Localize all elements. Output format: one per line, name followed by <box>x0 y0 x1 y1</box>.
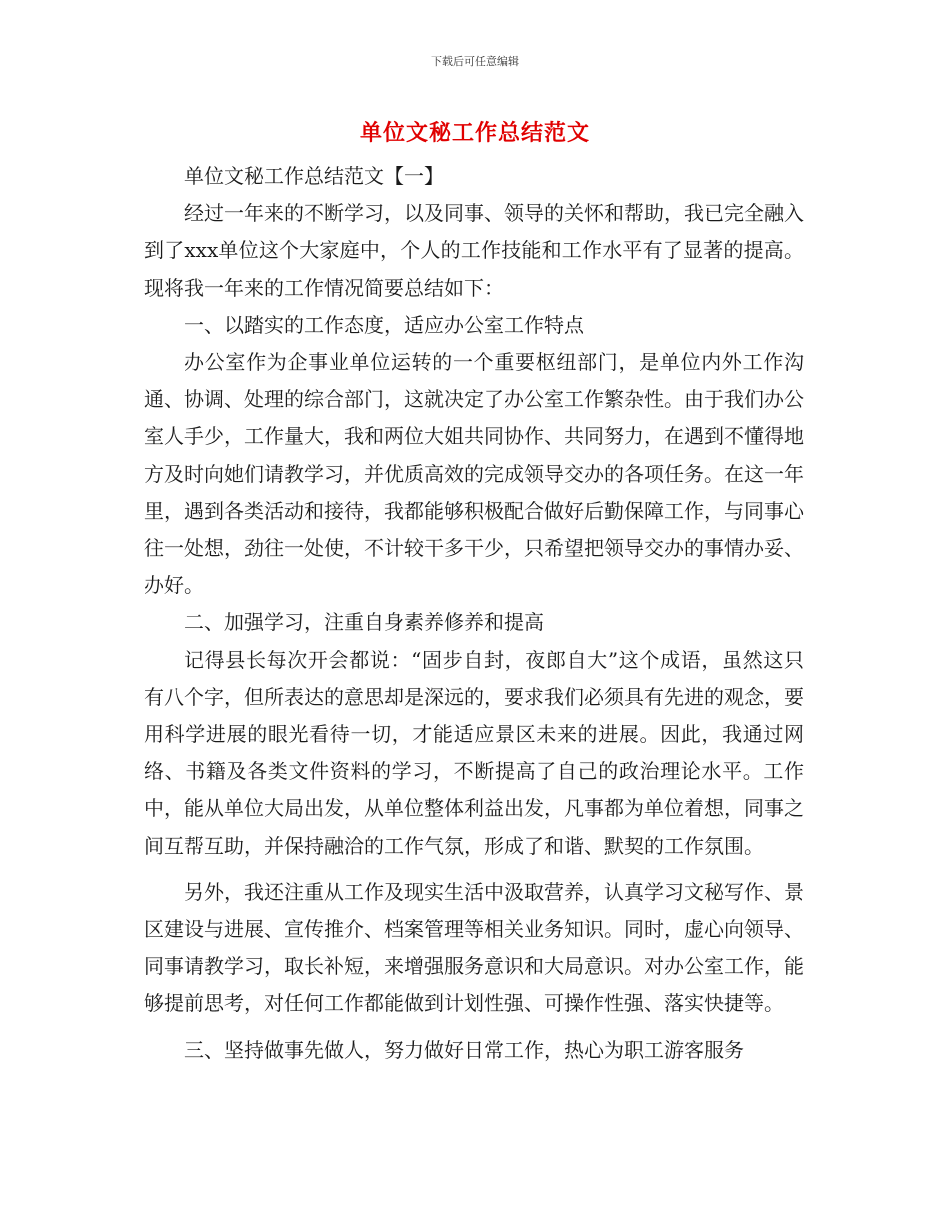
page-header-note: 下载后可任意编辑 <box>431 55 519 68</box>
document-body <box>144 158 804 1069</box>
section-heading-3: 三、坚持做事先做人，努力做好日常工作，热心为职工游客服务 <box>184 1037 744 1062</box>
section-heading-2: 二、加强学习，注重自身素养修养和提高 <box>184 610 544 635</box>
body-paragraph: 另外，我还注重从工作及现实生活中汲取营养，认真学习文秘写作、景区建设与进展、宣传推介、档案管理等相关业务知识。同时，虚心向领导、同事请教学习，取长补短，来增强服务意识和大局意识。对办公室工作，能够提前思考，对任何工作都能做到计划性强、可操作性强、落实快捷等。 <box>144 879 804 1016</box>
section-subtitle: 单位文秘工作总结范文【一】 <box>184 164 444 188</box>
body-paragraph: 办公室作为企事业单位运转的一个重要枢纽部门，是单位内外工作沟通、协调、处理的综合部门，这就决定了办公室工作繁杂性。由于我们办公室人手少，工作量大，我和两位大姐共同协作、共同努力，在遇到不懂得地方及时向她们请教学习，并优质高效的完成领导交办的各项任务。在这一年里，遇到各类活动和接待，我都能够积极配合做好后勤保障工作，与同事心往一处想，劲往一处使，不计较干多干少，只希望把领导交办的事情办妥、办好。 <box>144 350 804 598</box>
section-heading-1: 一、以踏实的工作态度，适应办公室工作特点 <box>184 312 584 337</box>
intro-paragraph: 经过一年来的不断学习，以及同事、领导的关怀和帮助，我已完全融入到了xxx单位这个大家庭中，个人的工作技能和工作水平有了显著的提高。现将我一年来的工作情况简要总结如下： <box>144 201 804 300</box>
document-title: 单位文秘工作总结范文 <box>359 120 590 146</box>
body-paragraph: 记得县长每次开会都说：“固步自封，夜郎自大”这个成语，虽然这只有八个字，但所表达的意思却是深远的，要求我们必须具有先进的观念，要用科学进展的眼光看待一切，才能适应景区未来的进展。因此，我通过网络、书籍及各类文件资料的学习，不断提高了自己的政治理论水平。工作中，能从单位大局出发，从单位整体利益出发，凡事都为单位着想，同事之间互帮互助，并保持融洽的工作气氛，形成了和谐、默契的工作氛围。 <box>144 647 804 858</box>
